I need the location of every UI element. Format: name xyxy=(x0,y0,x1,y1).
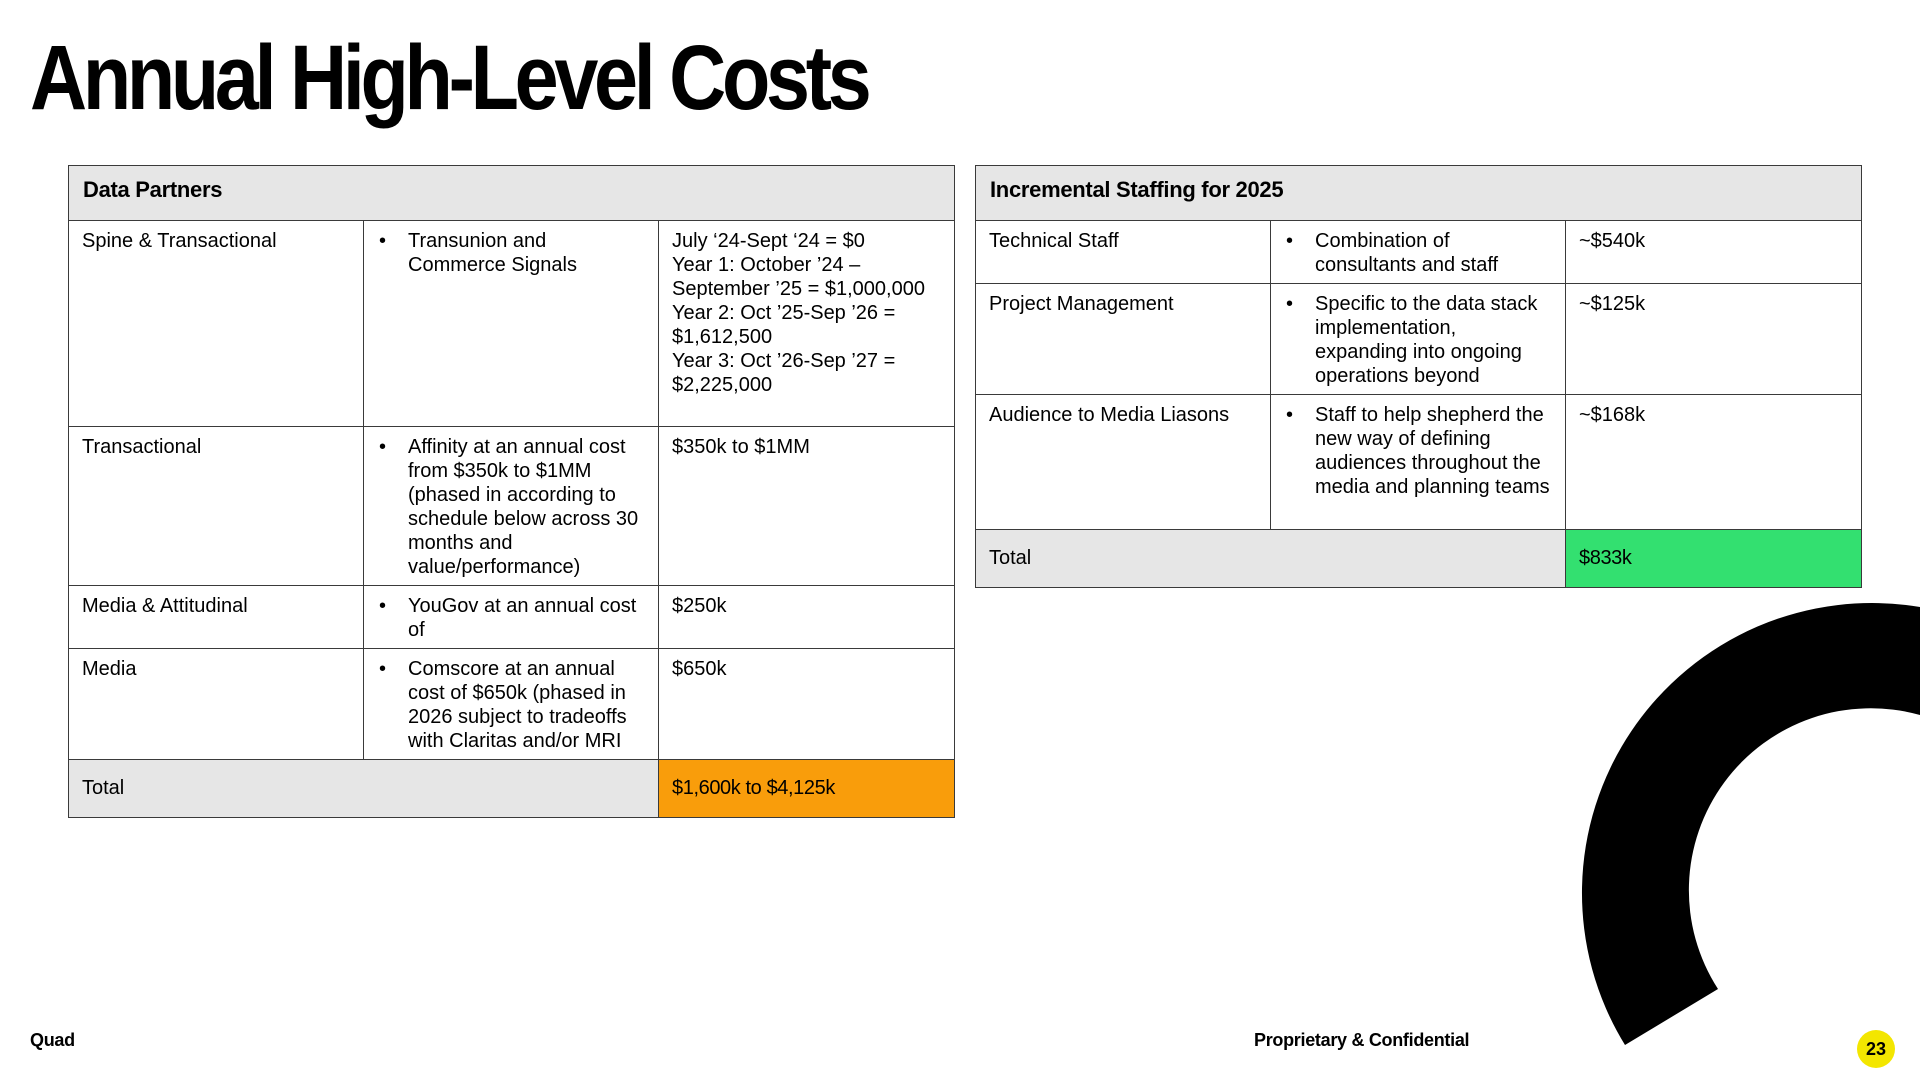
row-cost: $650k xyxy=(659,649,955,760)
table-row xyxy=(69,586,955,649)
table-row xyxy=(69,427,955,586)
row-description-text: Specific to the data stack implementation, expanding into ongoing operations beyond xyxy=(1315,293,1538,387)
data-partners-table xyxy=(68,165,955,818)
table-row xyxy=(976,284,1862,395)
row-category: Technical Staff xyxy=(976,221,1271,284)
row-description-text: Comscore at an annual cost of $650k (phased in 2026 subject to tradeoffs with Claritas and/or MRI xyxy=(408,658,627,752)
bullet-icon: • xyxy=(1286,293,1294,315)
row-description xyxy=(364,586,659,649)
footer-brand: Quad xyxy=(30,1030,75,1050)
table-row xyxy=(976,221,1862,284)
data-partners-heading: Data Partners xyxy=(69,166,955,221)
page-title: Annual High-Level Costs xyxy=(30,27,868,129)
table-row xyxy=(976,395,1862,530)
row-cost: ~$540k xyxy=(1566,221,1862,284)
total-value: $1,600k to $4,125k xyxy=(659,760,955,818)
row-description-text: YouGov at an annual cost of xyxy=(408,595,637,641)
row-description-text: Transunion and Commerce Signals xyxy=(408,230,577,276)
row-description xyxy=(1271,284,1566,395)
bullet-icon: • xyxy=(379,436,387,458)
bullet-icon: • xyxy=(379,230,387,252)
row-description xyxy=(1271,395,1566,530)
row-cost: $250k xyxy=(659,586,955,649)
row-cost: ~$125k xyxy=(1566,284,1862,395)
total-value: $833k xyxy=(1566,530,1862,588)
total-row xyxy=(976,530,1862,588)
bullet-icon: • xyxy=(379,658,387,680)
row-description xyxy=(364,221,659,427)
staffing-heading: Incremental Staffing for 2025 xyxy=(976,166,1862,221)
brand-arc-graphic xyxy=(1560,580,1920,1080)
row-description-text: Combination of consultants and staff xyxy=(1315,230,1499,276)
row-category: Audience to Media Liasons xyxy=(976,395,1271,530)
row-cost: $350k to $1MM xyxy=(659,427,955,586)
row-description-text: Staff to help shepherd the new way of defining audiences throughout the media and planning teams xyxy=(1315,404,1550,498)
bullet-icon: • xyxy=(379,595,387,617)
row-description xyxy=(364,427,659,586)
bullet-icon: • xyxy=(1286,404,1294,426)
row-cost: July ‘24-Sept ‘24 = $0 Year 1: October ’24 – September ’25 = $1,000,000 Year 2: Oct ’25-Sep ’26 = $1,612,500 Year 3: Oct ’26-Sep ’27 = $2,225,000 xyxy=(659,221,955,427)
row-description-text: Affinity at an annual cost from $350k to $1MM (phased in according to schedule below across 30 months and value/performance) xyxy=(408,436,639,578)
row-category: Transactional xyxy=(69,427,364,586)
row-category: Media & Attitudinal xyxy=(69,586,364,649)
table-row xyxy=(69,221,955,427)
row-category: Spine & Transactional xyxy=(69,221,364,427)
row-cost: ~$168k xyxy=(1566,395,1862,530)
total-label: Total xyxy=(976,530,1566,588)
bullet-icon: • xyxy=(1286,230,1294,252)
row-category: Media xyxy=(69,649,364,760)
footer-confidential: Proprietary & Confidential xyxy=(1254,1030,1470,1050)
total-row xyxy=(69,760,955,818)
table-row xyxy=(69,649,955,760)
row-description xyxy=(1271,221,1566,284)
row-category: Project Management xyxy=(976,284,1271,395)
row-description xyxy=(364,649,659,760)
total-label: Total xyxy=(69,760,659,818)
staffing-table xyxy=(975,165,1862,588)
page-number-badge: 23 xyxy=(1857,1030,1895,1068)
